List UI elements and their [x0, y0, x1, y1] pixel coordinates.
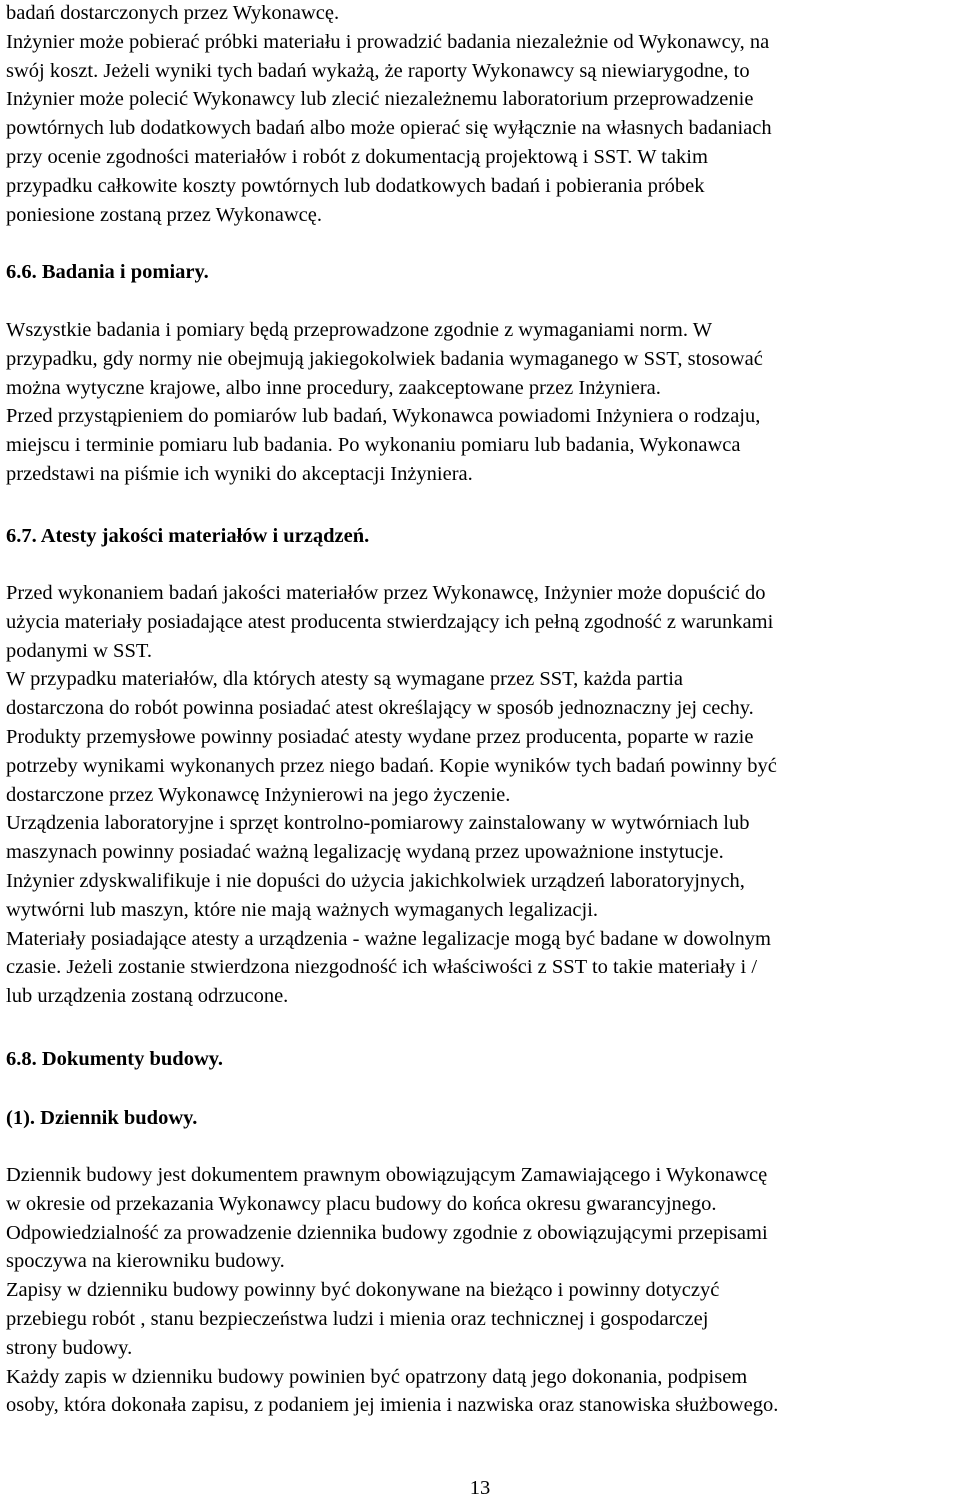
heading-text: 6.6. Badania i pomiary. [6, 261, 209, 283]
text-line: potrzeby wynikami wykonanych przez niego badań. Kopie wyników tych badań powinny być [6, 754, 777, 777]
text-line: lub urządzenia zostaną odrzucone. [6, 985, 289, 1008]
text-line: dostarczona do robót powinna posiadać atest określający w sposób jednoznaczny jej cechy. [6, 697, 754, 720]
text-line: maszynach powinny posiadać ważną legalizację wydaną przez upoważnione instytucje. [6, 841, 724, 864]
text-line: przedstawi na piśmie ich wyniki do akceptacji Inżyniera. [6, 462, 473, 485]
subsection-heading-1 [6, 1104, 958, 1133]
text-line: Przed wykonaniem badań jakości materiałów przez Wykonawcę, Inżynier może dopuścić do [6, 582, 766, 604]
text-line: wytwórni lub maszyn, które nie mają ważnych wymaganych legalizacji. [6, 898, 599, 921]
text-line: Odpowiedzialność za prowadzenie dziennika budowy zgodnie z obowiązującymi przepisami [6, 1221, 768, 1244]
paragraph-certificates [6, 579, 958, 1011]
text-line: w okresie od przekazania Wykonawcy placu budowy do końca okresu gwarancyjnego. [6, 1192, 717, 1215]
text-line: W przypadku materiałów, dla których atesty są wymagane przez SST, każda partia [6, 668, 684, 691]
text-line: czasie. Jeżeli zostanie stwierdzona niezgodność ich właściwości z SST to takie materiały i / [6, 956, 758, 979]
text-line: swój koszt. Jeżeli wyniki tych badań wykażą, że raporty Wykonawcy są niewiarygodne, to [6, 59, 750, 82]
text-line: przypadku, gdy normy nie obejmują jakiegokolwiek badania wymaganego w SST, stosować [6, 347, 763, 370]
text-line: przy ocenie zgodności materiałów i robót z dokumentacją projektową i SST. W takim [6, 145, 708, 168]
text-line: przebiegu robót , stanu bezpieczeństwa ludzi i mienia oraz technicznej i gospodarczej [6, 1307, 709, 1330]
text-line: dostarczone przez Wykonawcę Inżynierowi na jego życzenie. [6, 783, 511, 806]
text-line: przypadku całkowite koszty powtórnych lub dodatkowych badań i pobierania próbek [6, 174, 705, 197]
text-line: Dziennik budowy jest dokumentem prawnym obowiązującym Zamawiającego i Wykonawcę [6, 1164, 768, 1186]
text-line: Inżynier zdyskwalifikuje i nie dopuści do użycia jakichkolwiek urządzeń laboratoryjnych, [6, 869, 745, 892]
text-line: Przed przystąpieniem do pomiarów lub badań, Wykonawca powiadomi Inżyniera o rodzaju, [6, 405, 761, 428]
page-number: 13 [469, 1477, 491, 1499]
heading-text: 6.8. Dokumenty budowy. [6, 1048, 224, 1070]
text-line: osoby, która dokonała zapisu, z podaniem jej imienia i nazwiska oraz stanowiska służbowego. [6, 1394, 779, 1417]
text-line: Inżynier może polecić Wykonawcy lub zlecić niezależnemu laboratorium przeprowadzenie [6, 88, 754, 111]
text-line: strony budowy. [6, 1336, 133, 1359]
text-line: Urządzenia laboratoryjne i sprzęt kontrolno-pomiarowy zainstalowany w wytwórniach lub [6, 812, 750, 835]
text-line: podanymi w SST. [6, 639, 152, 662]
text-line: użycia materiały posiadające atest producenta stwierdzający ich pełną zgodność z warunkami [6, 610, 774, 633]
paragraph-site-diary [6, 1161, 958, 1420]
text-line: Każdy zapis w dzienniku budowy powinien być opatrzony datą jego dokonania, podpisem [6, 1365, 748, 1388]
heading-text: (1). Dziennik budowy. [6, 1107, 198, 1129]
text-line: Inżynier może pobierać próbki materiału i prowadzić badania niezależnie od Wykonawcy, na [6, 30, 770, 53]
text-line: powtórnych lub dodatkowych badań albo może opierać się wyłącznie na własnych badaniach [6, 117, 772, 140]
text-line: miejscu i terminie pomiaru lub badania. Po wykonaniu pomiaru lub badania, Wykonawca [6, 434, 741, 457]
text-line: Wszystkie badania i pomiary będą przeprowadzone zgodnie z wymaganiami norm. W [6, 319, 713, 341]
text-line: można wytyczne krajowe, albo inne procedury, zaakceptowane przez Inżyniera. [6, 376, 661, 399]
text-line: poniesione zostaną przez Wykonawcę. [6, 203, 323, 226]
text-line: Materiały posiadające atesty a urządzenia - ważne legalizacje mogą być badane w dowolnym [6, 927, 771, 950]
section-heading-6-7 [6, 522, 958, 551]
section-heading-6-8 [6, 1045, 958, 1074]
text-line: Zapisy w dzienniku budowy powinny być dokonywane na bieżąco i powinny dotyczyć [6, 1279, 720, 1302]
heading-text: 6.7. Atesty jakości materiałów i urządzeń. [6, 525, 370, 547]
text-line: spoczywa na kierowniku budowy. [6, 1250, 285, 1273]
section-heading-6-6 [6, 258, 958, 287]
paragraph-measurements [6, 316, 958, 489]
text-line: Produkty przemysłowe powinny posiadać atesty wydane przez producenta, poparte w razie [6, 725, 754, 748]
text-line: badań dostarczonych przez Wykonawcę. [6, 2, 340, 24]
paragraph-test-results [6, 0, 958, 229]
